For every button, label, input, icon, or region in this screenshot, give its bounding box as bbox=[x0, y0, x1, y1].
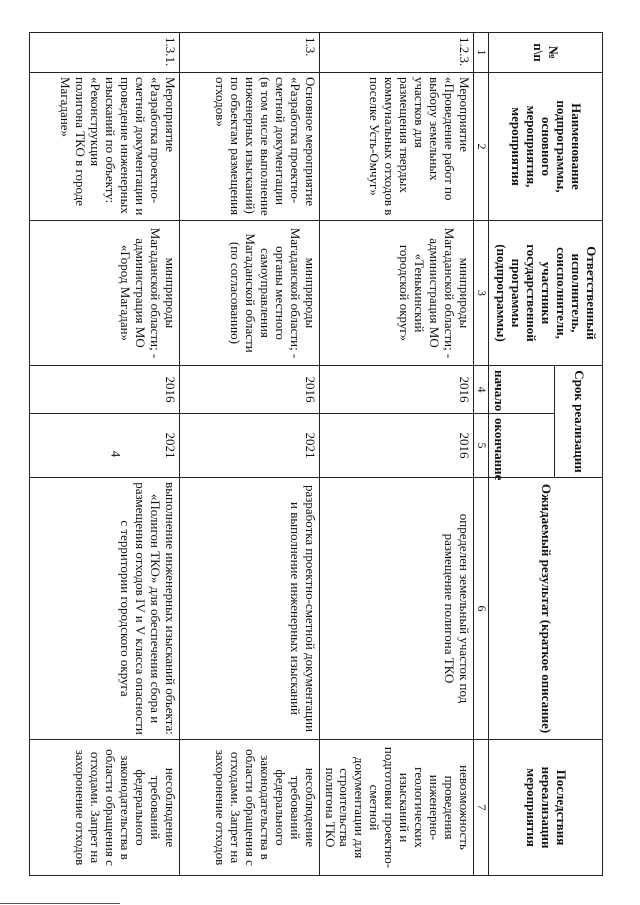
column-number: 6 bbox=[474, 478, 489, 740]
row-end: 2021 bbox=[29, 414, 179, 478]
header-name: Наименование подпрограммы, основного мероприятия, мероприятия bbox=[489, 73, 603, 221]
row-result: определен земельный участок под размещение полигона ТКО bbox=[319, 478, 473, 740]
row-name: Основное мероприятие «Разработка проектно-сметной документации (в том числе выполнение инженерных изысканий) по объектам размещения отходов» bbox=[179, 73, 319, 221]
table-row bbox=[179, 33, 319, 876]
page-edge-line bbox=[0, 903, 120, 904]
row-start: 2016 bbox=[179, 366, 319, 414]
program-measures-table bbox=[29, 32, 603, 876]
column-number: 5 bbox=[474, 414, 489, 478]
row-start: 2016 bbox=[319, 366, 473, 414]
row-result: разработка проектно-сметной документации и выполнение инженерных изысканий bbox=[179, 478, 319, 740]
header-start: начало bbox=[489, 366, 555, 414]
row-name: Мероприятие «Разработка проектно-сметной документации и проведение инженерных изысканий по объекту: «Реконструкция полигона ТКО в городе Магадане» bbox=[29, 73, 179, 221]
header-consequences: Последствия нереализации мероприятия bbox=[489, 740, 603, 876]
column-number: 4 bbox=[474, 366, 489, 414]
row-executor: минприроды Магаданской области; - администрация МО «Тенькинский городской округ» bbox=[319, 221, 473, 366]
column-number-row bbox=[474, 33, 489, 876]
row-result: выполнение инженерных изысканий объекта: «Полигон ТКО» для обеспечения сбора и размещения отходов IV и V класса опасности с территории городского округа bbox=[29, 478, 179, 740]
row-consequences: несоблюдение требований федерального законодательства в области обращения с отходами. Запрет на захоронение отходов bbox=[29, 740, 179, 876]
row-executor: минприроды Магаданской области; - органы местного самоуправления Магаданской области (по согласованию) bbox=[179, 221, 319, 366]
column-number: 3 bbox=[474, 221, 489, 366]
row-num: 1.2.3. bbox=[319, 33, 473, 73]
row-start: 2016 bbox=[29, 366, 179, 414]
header-end: окончание bbox=[489, 414, 555, 478]
row-end: 2016 bbox=[319, 414, 473, 478]
header-result: Ожидаемый результат (краткое описание) bbox=[489, 478, 603, 740]
row-consequences: невозможность проведения инженерно-геологических изысканий и подготовки проектно-сметной документации для строительства полигона ТКО bbox=[319, 740, 473, 876]
row-executor: минприроды Магаданской области; - администрация МО «Город Магадан» bbox=[29, 221, 179, 366]
column-number: 2 bbox=[474, 73, 489, 221]
document-table-wrapper bbox=[40, 32, 603, 875]
header-executor: Ответственный исполнитель, соисполнители, участники государственной программы (подпрограммы) bbox=[489, 221, 603, 366]
row-end: 2021 bbox=[179, 414, 319, 478]
row-num: 1.3. bbox=[179, 33, 319, 73]
table-row bbox=[29, 33, 179, 876]
row-name: Мероприятие «Проведение работ по выбору земельных участков для размещения твердых коммунальных отходов в поселке Усть-Омчуг» bbox=[319, 73, 473, 221]
table-row bbox=[319, 33, 473, 876]
page-number: 4 bbox=[108, 450, 124, 458]
column-number: 1 bbox=[474, 33, 489, 73]
row-num: 1.3.1. bbox=[29, 33, 179, 73]
header-term: Срок реализации bbox=[555, 366, 603, 478]
header-num: № п\п bbox=[489, 33, 603, 73]
column-number: 7 bbox=[474, 740, 489, 876]
row-consequences: несоблюдение требований федерального законодательства в области обращения с отходами. Запрет на захоронение отходов bbox=[179, 740, 319, 876]
